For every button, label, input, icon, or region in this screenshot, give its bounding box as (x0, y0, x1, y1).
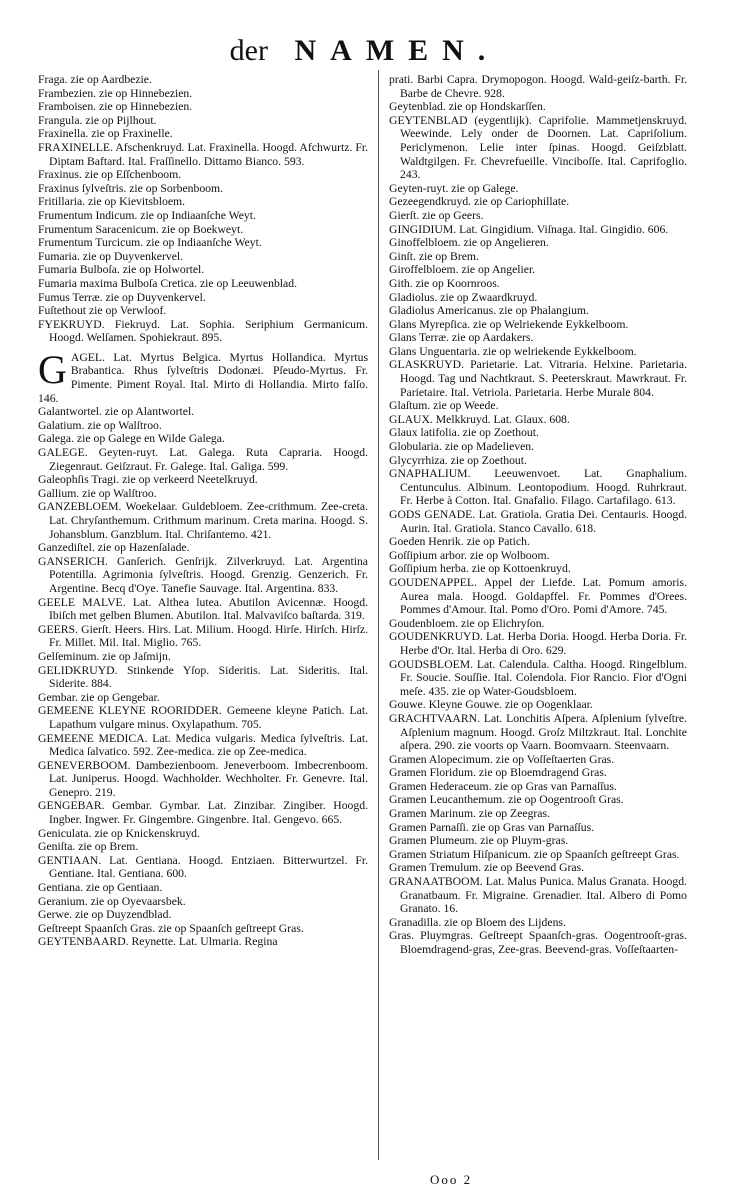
index-entry: Glans Unguentaria. zie op welriekende Eykkelboom. (389, 344, 637, 358)
index-entry: Geyten-ruyt. zie op Galege. (389, 181, 519, 195)
index-entry: GELIDKRUYD. Stinkende Yſop. Sideritis. Lat. Sideritis. Ital. Siderite. 884. (38, 663, 368, 691)
index-entry: Goudenbloem. zie op Elichryſon. (389, 616, 545, 630)
index-entry: Gembar. zie op Gengebar. (38, 690, 160, 704)
signature-mark: Ooo 2 (430, 1172, 473, 1187)
index-entry: Frumentum Indicum. zie op Indiaanſche Weyt. (38, 208, 256, 222)
index-entry: Framboisen. zie op Hinnebezien. (38, 100, 193, 114)
index-entry: Goeden Henrik. zie op Patich. (389, 535, 530, 549)
index-entry: GANSERICH. Ganſerich. Genſrijk. Zilverkruyd. Lat. Argentina Potentilla. Agrimonia ſylveſtris. Hoogd. Grenzig. Genzerich. Fr. Argentine. Becq d'Oye. Tanefie Sauvage. Ital. Argentina. 833. (38, 554, 368, 595)
index-entry: Ganzediſtel. zie op Hazenſalade. (38, 541, 190, 555)
index-entry: Fumaria maxima Bulboſa Cretica. zie op Leeuwenblad. (38, 276, 297, 290)
index-entry: GLASKRUYD. Parietarie. Lat. Vitraria. Helxine. Parietaria. Hoogd. Tag und Nachtkraut. S. Peeterskraut. Mawrkraut. Fr. Parietaire. Ital. Vetriola. Parietaria. Herbe Murale 804. (389, 358, 687, 399)
running-header (0, 34, 729, 68)
index-entry: GENEVERBOOM. Dambezienboom. Jeneverboom. Imbecrenboom. Lat. Juniperus. Hoogd. Wachholder. Wechholter. Fr. Genevre. Ital. Genepro. 219. (38, 758, 368, 799)
index-entry: GINGIDIUM. Lat. Gingidium. Viſnaga. Ital. Gingidio. 606. (389, 222, 669, 236)
index-entry: Geytenblad. zie op Hondskarſſen. (389, 100, 546, 114)
column-divider (378, 70, 379, 1160)
index-entry: GEYTENBAARD. Reynette. Lat. Ulmaria. Regina (38, 935, 278, 949)
index-entry: GEMEENE MEDICA. Lat. Medica vulgaris. Medica ſylveſtris. Lat. Medica ſalvatico. 592. Zee-medica. zie op Zee-medica. (38, 731, 368, 759)
index-entry: Gramen Plumeum. zie op Pluym-gras. (389, 834, 569, 848)
index-entry: Gladiolus Americanus. zie op Phalangium. (389, 304, 589, 318)
index-entry: Gezeegendkruyd. zie op Cariophillate. (389, 195, 570, 209)
index-entry: prati. Barbi Capra. Drymopogon. Hoogd. Wald-geiſz-barth. Fr. Barbe de Chevre. 928. (389, 73, 687, 100)
index-entry: Galeophſis Tragi. zie op verkeerd Neetelkruyd. (38, 473, 258, 487)
index-entry: Giroffelbloem. zie op Angelier. (389, 263, 536, 277)
index-entry: GEMEENE KLEYNE ROORIDDER. Gemeene kleyne Patich. Lat. Lapathum vulgare minus. Oxylapathum. 705. (38, 704, 368, 731)
index-entry: GOUDENKRUYD. Lat. Herba Doria. Hoogd. Herba Doria. Fr. Herbe d'Or. Ital. Herba di Oro. 629. (389, 630, 687, 657)
index-entry: Glaſtum. zie op Weede. (389, 399, 499, 413)
index-entry: Globularia. zie op Madelieven. (389, 440, 535, 454)
index-entry: Gouwe. Kleyne Gouwe. zie op Oogenklaar. (389, 698, 593, 712)
entry-gagel (38, 346, 368, 405)
index-entry: Gramen Tremulum. zie op Beevend Gras. (389, 861, 585, 875)
header-word: der (229, 34, 268, 67)
index-entry: Gras. Pluymgras. Geſtreept Spaanſch-gras. Oogentrooſt-gras. Bloemdragend-gras, Zee-gras. Beevend-gras. Voſſeſtaarten- (389, 929, 687, 956)
drop-cap: G (38, 346, 67, 392)
index-entry: Gramen Hederaceum. zie op Gras van Parnaſſus. (389, 779, 617, 793)
index-entry: Geniculata. zie op Knickenskruyd. (38, 826, 200, 840)
index-entry: Frumentum Saracenicum. zie op Boekweyt. (38, 222, 244, 236)
index-entry: Fumaria Bulboſa. zie op Holwortel. (38, 263, 205, 277)
index-entry: Fritillaria. zie op Kievitsbloem. (38, 195, 186, 209)
index-entry: GEERS. Gierſt. Heers. Hirs. Lat. Milium. Hoogd. Hirſe. Hirſch. Hirſz. Fr. Millet. Mil. Ital. Miglio. 765. (38, 622, 368, 650)
index-entry: Gramen Floridum. zie op Bloemdragend Gras. (389, 766, 607, 780)
index-entry: Frumentum Turcicum. zie op Indiaanſche Weyt. (38, 236, 262, 250)
index-entry: Gramen Leucanthemum. zie op Oogentrooſt Gras. (389, 793, 624, 807)
index-entry: GRANAATBOOM. Lat. Malus Punica. Malus Granata. Hoogd. Granatbaum. Fr. Migraine. Grenadier. Ital. Albero di Pomo Granato. 16. (389, 875, 687, 916)
index-entry: Gladiolus. zie op Zwaardkruyd. (389, 290, 538, 304)
index-entry: Glaux latifolia. zie op Zoethout. (389, 426, 539, 440)
index-entry: Geſtreept Spaanſch Gras. zie op Spaanſch geſtreept Gras. (38, 921, 304, 935)
index-entry: Goſſipium herba. zie op Kottoenkruyd. (389, 562, 571, 576)
index-entry: Glans Myrepſica. zie op Welriekende Eykkelboom. (389, 317, 629, 331)
index-entry: Fraxinus. zie op Eſſchenboom. (38, 168, 182, 182)
index-entry: Geranium. zie op Oyevaarsbek. (38, 894, 186, 908)
index-entry: GODS GENADE. Lat. Gratiola. Gratia Dei. Centauris. Hoogd. Aurin. Ital. Gratiola. Stanco Cavallo. 618. (389, 508, 687, 535)
entry-text: AGEL. Lat. Myrtus Belgica. Myrtus Hollandica. Myrtus Brabantica. Rhus ſylveſtris Dodonæi. Pſeudo-Myrtus. Fr. Pimente. Piment Royal. Ital. Mirto di Hollandia. Mirto falſo. 146. (38, 350, 368, 405)
index-entry: Frambezien. zie op Hinnebezien. (38, 86, 193, 100)
index-entry: Gramen Parnaſſi. zie op Gras van Parnaſſus. (389, 820, 595, 834)
index-entry: Gith. zie op Koornroos. (389, 276, 500, 290)
index-entry: GEYTENBLAD (eygentlijk). Caprifolie. Mammetjenskruyd. Weewinde. Lely onder de Doornen. Lat. Capriſolium. Periclymenon. Lelie inter ſpinas. Hoogd. Geiſzblatt. Waldtgilgen. Fr. Chevrefueille. Vinciboſſe. Ital. Caprifoglio. 243. (389, 113, 687, 182)
index-entry: Gelſeminum. zie op Jaſmijn. (38, 649, 171, 663)
index-entry: Fumus Terræ. zie op Duyvenkervel. (38, 290, 206, 304)
index-entry: Gierſt. zie op Geers. (389, 208, 484, 222)
index-entry: Glycyrrhiza. zie op Zoethout. (389, 453, 527, 467)
header-title: NAMEN. (294, 34, 500, 67)
index-entry: Gramen Alopecimum. zie op Voſſeſtaerten Gras. (389, 752, 615, 766)
index-entry: GENTIAAN. Lat. Gentiana. Hoogd. Entziaen. Bitterwurtzel. Fr. Gentiane. Ital. Gentiana. 600. (38, 853, 368, 881)
index-entry: Gallium. zie op Walſtroo. (38, 486, 157, 500)
index-entry: GNAPHALIUM. Leeuwenvoet. Lat. Gnaphalium. Centunculus. Albinum. Leontopodium. Hoogd. Ruhrkraut. Fr. Herbe à Cotton. Ital. Gnafalio. Filago. Cartafilago. 613. (389, 467, 687, 508)
index-entry: Geniſta. zie op Brem. (38, 840, 139, 854)
index-entry: Gramen Marinum. zie op Zeegras. (389, 807, 550, 821)
index-entry: Fraxinella. zie op Fraxinelle. (38, 127, 173, 141)
index-entry: GOUDSBLOEM. Lat. Calendula. Caltha. Hoogd. Ringelblum. Fr. Soucie. Souſſie. Ital. Colendola. Fior Rancio. Fior d'Ogni meſe. 435. zie op Water-Goudsbloem. (389, 657, 687, 698)
left-column (38, 73, 368, 949)
index-entry: Gramen Striatum Hiſpanicum. zie op Spaanſch geſtreept Gras. (389, 847, 680, 861)
index-entry: Fumaria. zie op Duyvenkervel. (38, 249, 184, 263)
index-entry: Ginſt. zie op Brem. (389, 249, 479, 263)
index-entry: Gentiana. zie op Gentiaan. (38, 881, 163, 895)
index-entry: Galatium. zie op Walſtroo. (38, 418, 162, 432)
index-entry: Galantwortel. zie op Alantwortel. (38, 405, 195, 419)
index-entry: GOUDENAPPEL. Appel der Liefde. Lat. Pomum amoris. Aurea mala. Hoogd. Goldapffel. Fr. Pommes d'Orees. Pommes d'Amour. Ital. Pomo d'Oro. Pomi d'Amore. 745. (389, 575, 687, 617)
index-entry: Goſſipium arbor. zie op Wolboom. (389, 548, 550, 562)
index-entry: Galega. zie op Galege en Wilde Galega. (38, 432, 225, 446)
index-entry: Ginoffelbloem. zie op Angelieren. (389, 236, 549, 250)
index-entry: GLAUX. Melkkruyd. Lat. Glaux. 608. (389, 412, 570, 426)
index-entry: GENGEBAR. Gembar. Gymbar. Lat. Zinzibar. Zingiber. Hoogd. Ingber. Ingwer. Fr. Gingembre. Gingenbre. Ital. Gengevo. 665. (38, 799, 368, 827)
index-entry: GRACHTVAARN. Lat. Lonchitis Aſpera. Aſplenium ſylveſtre. Aſplenium magnum. Hoogd. Groſz Miltzkraut. Ital. Lonchite aſpera. 290. zie voorts op Vaarn. Boomvaarn. Steenvaarn. (389, 711, 687, 753)
index-entry: Gerwe. zie op Duyzendblad. (38, 908, 172, 922)
index-entry: GEELE MALVE. Lat. Althea lutea. Abutilon Avicennæ. Hoogd. Ibiſch met gelben Blumen. Abutilon. Ital. Malvaviſco baſtarda. 319. (38, 595, 368, 623)
index-entry: FRAXINELLE. Afschenkruyd. Lat. Fraxinella. Hoogd. Afchwurtz. Fr. Diptam Baftard. Ital. Fraſſinello. Dittamo Bianco. 593. (38, 140, 368, 168)
index-entry: Glans Terræ. zie op Aardakers. (389, 331, 534, 345)
index-entry: GANZEBLOEM. Woekelaar. Guldebloem. Zee-crithmum. Zee-creta. Lat. Chryſanthemum. Crithmum marinum. Creta marina. Hoogd. S. Johansblum. Ganzblum. Ital. Chriſantemo. 421. (38, 500, 368, 541)
index-entry: Granadilla. zie op Bloem des Lijdens. (389, 915, 566, 929)
right-column (389, 73, 687, 957)
index-entry: FYEKRUYD. Fiekruyd. Lat. Sophia. Seriphium Germanicum. Hoogd. Welſamen. Spohiekraut. 895. (38, 317, 368, 345)
index-entry: Fraga. zie op Aardbezie. (38, 73, 152, 86)
index-entry: Fraxinus ſylveſtris. zie op Sorbenboom. (38, 181, 224, 195)
index-entry: Frangula. zie op Pijlhout. (38, 113, 157, 127)
index-entry: Fuſtethout zie op Verwloof. (38, 304, 167, 318)
index-entry: GALEGE. Geyten-ruyt. Lat. Galega. Ruta Capraria. Hoogd. Ziegenraut. Geiſzraut. Fr. Galege. Ital. Galiga. 599. (38, 446, 368, 473)
